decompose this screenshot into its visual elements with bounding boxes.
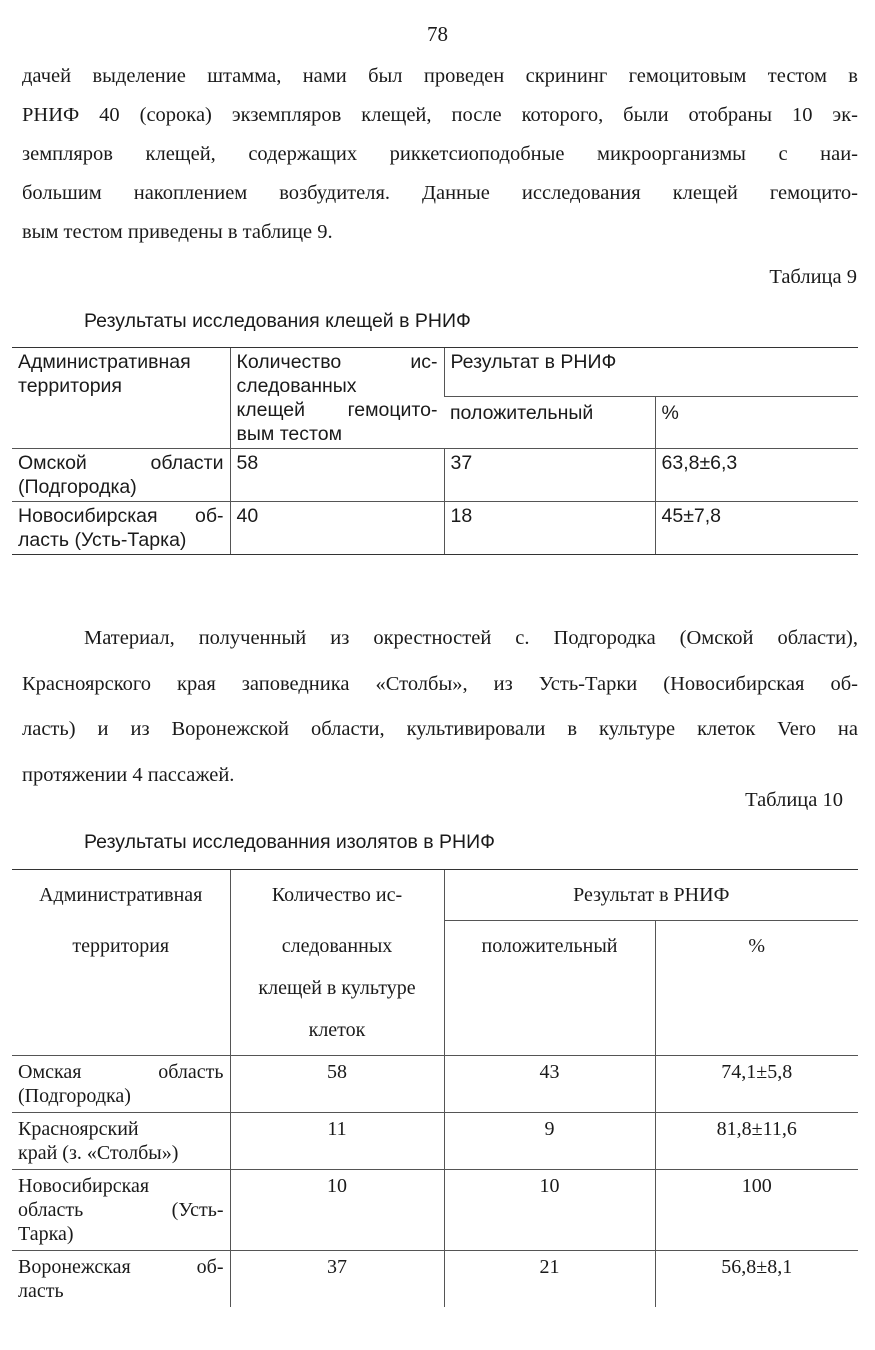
cell-text-line: ласть (18, 1279, 64, 1302)
cell-positive: 10 (444, 1169, 655, 1250)
paragraph-line: ласть) и из Воронежской области, культивировали в культуре клеток Vero на (22, 718, 858, 740)
header-text-line: вым тестом (236, 423, 342, 445)
table-header-row (12, 870, 858, 921)
header-text-line: клеток (308, 1018, 366, 1041)
header-text-line: территория (18, 375, 122, 397)
cell-territory (12, 1055, 230, 1112)
header-text-line: клещей гемоцито- (236, 399, 438, 421)
cell-count: 37 (230, 1250, 444, 1307)
table-10 (12, 869, 858, 1307)
paragraph-line: земпляров клещей, содержащих риккетсиоподобные микроорганизмы с наи- (22, 143, 858, 165)
cell-text-line: край (з. «Столбы») (18, 1141, 179, 1164)
header-count (230, 348, 444, 449)
cell-text-line: (Подгородка) (18, 476, 137, 498)
table-row (12, 1169, 858, 1250)
table-row (12, 1250, 858, 1307)
header-text-line: клещей в культуре (258, 976, 416, 999)
table-row (12, 449, 858, 502)
table-header-row (12, 348, 858, 397)
cell-text-line: Новосибирская об- (18, 505, 224, 527)
table-header-row (12, 921, 858, 1056)
header-count-cont (230, 921, 444, 1056)
paragraph-line: вым тестом приведены в таблице 9. (22, 221, 333, 243)
header-territory (12, 348, 230, 449)
header-territory: Административная (12, 870, 230, 921)
table-9 (12, 347, 858, 555)
paragraph-line: протяжении 4 пассажей. (22, 763, 235, 786)
cell-text-line: Воронежская об- (18, 1255, 224, 1278)
table-row (12, 1112, 858, 1169)
header-text-line: следованных (236, 375, 357, 397)
paragraph-1 (22, 57, 858, 252)
cell-text-line: Новосибирская (18, 1174, 150, 1197)
paragraph-line: Материал, полученный из окрестностей с. Подгородка (Омской области), (84, 627, 858, 649)
cell-positive: 18 (444, 502, 655, 555)
cell-territory (12, 449, 230, 502)
cell-positive: 21 (444, 1250, 655, 1307)
cell-text-line: (Подгородка) (18, 1084, 131, 1107)
cell-count: 40 (230, 502, 444, 555)
cell-territory (12, 1112, 230, 1169)
table-9-label: Таблица 9 (769, 266, 857, 288)
header-positive: положительный (444, 396, 655, 448)
cell-text-line: Тарка) (18, 1222, 74, 1245)
header-spacer (18, 967, 224, 1051)
cell-percent: 56,8±8,1 (655, 1250, 858, 1307)
header-result: Результат в РНИФ (444, 870, 858, 921)
header-positive: положительный (444, 921, 655, 1056)
cell-positive: 37 (444, 449, 655, 502)
cell-percent: 100 (655, 1169, 858, 1250)
table-10-label: Таблица 10 (745, 789, 843, 811)
cell-territory (12, 1250, 230, 1307)
header-count: Количество ис- (230, 870, 444, 921)
cell-territory (12, 1169, 230, 1250)
paragraph-2 (22, 616, 858, 798)
header-result: Результат в РНИФ (444, 348, 858, 397)
cell-text-line: Омская область (18, 1060, 224, 1083)
table-10-caption: Результаты исследованния изолятов в РНИФ (84, 831, 495, 853)
cell-positive: 9 (444, 1112, 655, 1169)
cell-count: 58 (230, 1055, 444, 1112)
cell-text-line: область (Усть- (18, 1198, 224, 1221)
header-percent: % (655, 396, 858, 448)
table-row (12, 502, 858, 555)
page-number: 78 (427, 22, 448, 46)
table-row (12, 1055, 858, 1112)
cell-text-line: Красноярский (18, 1117, 139, 1140)
cell-text-line: ласть (Усть-Тарка) (18, 529, 187, 551)
header-text-line: территория (72, 934, 170, 957)
cell-count: 11 (230, 1112, 444, 1169)
table-9-caption: Результаты исследования клещей в РНИФ (84, 310, 471, 332)
paragraph-line: Красноярского края заповедника «Столбы», из Усть-Тарки (Новосибирская об- (22, 672, 858, 695)
cell-percent: 45±7,8 (655, 502, 858, 555)
cell-count: 58 (230, 449, 444, 502)
cell-count: 10 (230, 1169, 444, 1250)
paragraph-line: РНИФ 40 (сорока) экземпляров клещей, после которого, были отобраны 10 эк- (22, 104, 858, 126)
header-text-line: Административная (18, 351, 191, 373)
cell-percent: 74,1±5,8 (655, 1055, 858, 1112)
cell-positive: 43 (444, 1055, 655, 1112)
cell-percent: 81,8±11,6 (655, 1112, 858, 1169)
header-percent: % (655, 921, 858, 1056)
header-text-line: следованных (281, 934, 393, 957)
paragraph-line: большим накоплением возбудителя. Данные исследования клещей гемоцито- (22, 182, 858, 204)
cell-percent: 63,8±6,3 (655, 449, 858, 502)
header-text-line: Количество ис- (236, 351, 438, 373)
cell-text-line: Омской области (18, 452, 224, 474)
paragraph-line: дачей выделение штамма, нами был проведен скрининг гемоцитовым тестом в (22, 65, 858, 87)
cell-territory (12, 502, 230, 555)
header-territory-cont (12, 921, 230, 1056)
